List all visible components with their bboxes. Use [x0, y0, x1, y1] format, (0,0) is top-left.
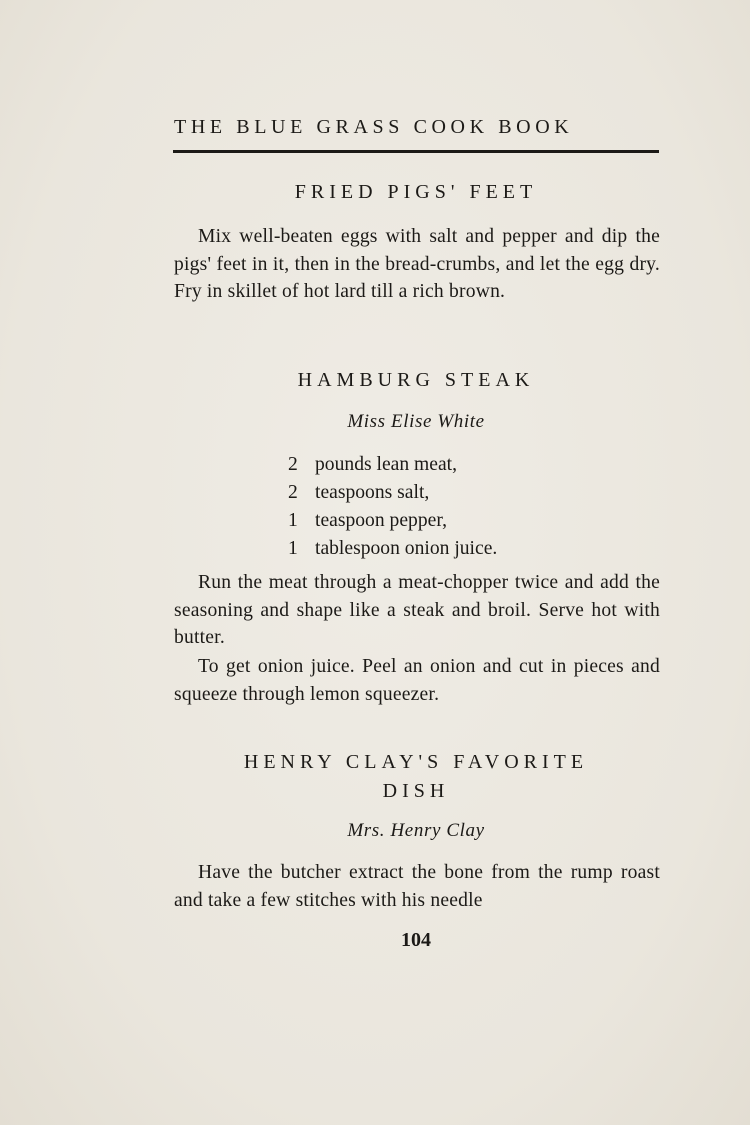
ingredient-text: pounds lean meat,	[315, 454, 458, 475]
ingredient-item	[288, 507, 618, 535]
ingredient-quantity: 1	[288, 538, 298, 559]
recipe-title-hamburg-steak: HAMBURG STEAK	[297, 369, 535, 391]
ingredient-text: tablespoon onion juice.	[315, 538, 498, 559]
recipe-credit: Mrs. Henry Clay	[347, 820, 485, 841]
page-number: 104	[401, 929, 431, 951]
recipe-paragraph: To get onion juice. Peel an onion and cut in pieces and squeeze through lemon squeezer.	[174, 656, 660, 705]
recipe-paragraph: Run the meat through a meat-chopper twice and add the seasoning and shape like a steak and broil. Serve hot with butter.	[174, 572, 660, 648]
recipe-title-line: HENRY CLAY'S FAVORITE	[243, 751, 589, 773]
ingredient-list	[288, 451, 618, 563]
recipe-title-line: DISH	[382, 780, 450, 802]
ingredient-item	[288, 451, 618, 479]
recipe-paragraph: Mix well-beaten eggs with salt and pepper and dip the pigs' feet in it, then in the bread-crumbs, and let the egg dry. Fry in skillet of hot lard till a rich brown.	[174, 226, 660, 302]
ingredient-text: teaspoons salt,	[315, 482, 430, 503]
ingredient-text: teaspoon pepper,	[315, 510, 447, 531]
ingredient-quantity: 2	[288, 454, 298, 475]
header-rule	[173, 150, 659, 153]
recipe-title-fried-pigs-feet: FRIED PIGS' FEET	[294, 181, 538, 203]
ingredient-quantity: 1	[288, 510, 298, 531]
recipe-title-henry-clays-favorite-dish	[173, 748, 659, 806]
ingredient-quantity: 2	[288, 482, 298, 503]
ingredient-item	[288, 479, 618, 507]
recipe-credit: Miss Elise White	[347, 411, 485, 432]
running-head: THE BLUE GRASS COOK BOOK	[174, 116, 574, 138]
ingredient-item	[288, 535, 618, 563]
recipe-paragraph: Have the butcher extract the bone from the rump roast and take a few stitches with his needle	[174, 862, 660, 911]
